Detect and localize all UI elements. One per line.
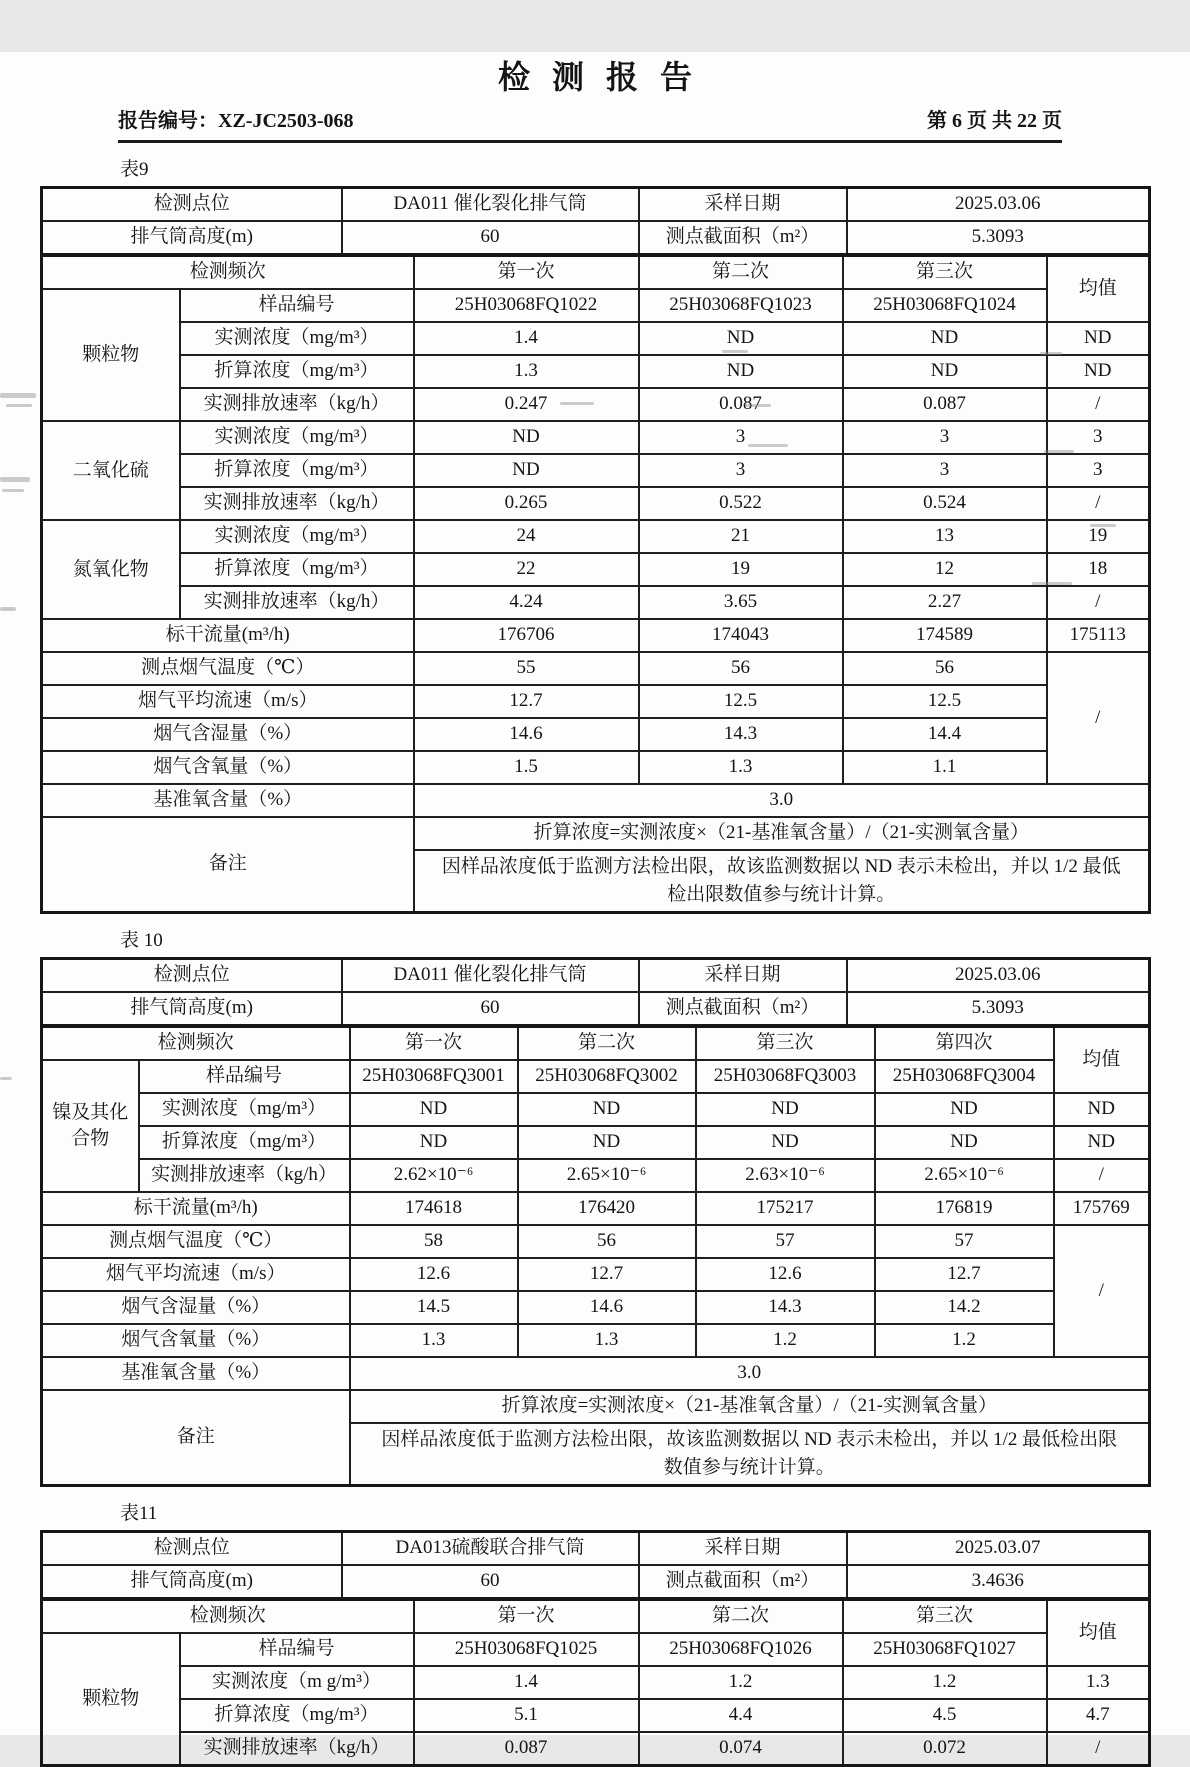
value-cell: 13 bbox=[843, 520, 1047, 553]
value-cell: 0.265 bbox=[414, 487, 639, 520]
table9-caption: 表9 bbox=[120, 159, 149, 180]
table-row bbox=[42, 619, 1150, 652]
table-row bbox=[42, 1192, 1150, 1225]
value-cell: 3.0 bbox=[414, 784, 1150, 817]
value-cell: 175217 bbox=[696, 1192, 875, 1225]
table-row bbox=[42, 520, 1150, 553]
table-row bbox=[42, 1357, 1150, 1390]
value-cell: 19 bbox=[639, 553, 843, 586]
row-label-cell: 折算浓度（mg/m³） bbox=[180, 1699, 414, 1732]
table-row bbox=[42, 256, 1150, 290]
table9-info bbox=[40, 186, 1151, 256]
value-cell: 60 bbox=[342, 992, 639, 1026]
value-cell: 60 bbox=[342, 221, 639, 255]
value-cell: 57 bbox=[875, 1225, 1054, 1258]
freq-cell: 第四次 bbox=[875, 1027, 1054, 1061]
row-label-cell: 实测浓度（mg/m³） bbox=[139, 1093, 350, 1126]
value-cell: 4.4 bbox=[639, 1699, 843, 1732]
table11-caption: 表11 bbox=[120, 1503, 158, 1524]
value-cell: ND bbox=[875, 1126, 1054, 1159]
mean-header-cell: 均值 bbox=[1054, 1027, 1150, 1094]
group-cell: 镍及其化合物 bbox=[42, 1060, 139, 1192]
row-label-cell: 实测排放速率（kg/h） bbox=[180, 586, 414, 619]
value-cell: 1.3 bbox=[350, 1324, 518, 1357]
value-cell: 0.087 bbox=[843, 388, 1047, 421]
table-row bbox=[42, 1666, 1150, 1699]
row-label-cell: 折算浓度（mg/m³） bbox=[180, 355, 414, 388]
value-cell: 12.7 bbox=[518, 1258, 696, 1291]
sample-cell: 25H03068FQ3001 bbox=[350, 1060, 518, 1093]
row-label-cell: 实测排放速率（kg/h） bbox=[139, 1159, 350, 1192]
value-cell: 14.3 bbox=[696, 1291, 875, 1324]
table10-caption: 表 10 bbox=[120, 930, 163, 951]
table-row bbox=[42, 1324, 1150, 1357]
group-cell: 颗粒物 bbox=[42, 289, 180, 421]
mean-cell: / bbox=[1047, 1732, 1150, 1766]
report-page bbox=[0, 52, 1190, 1759]
value-cell: ND bbox=[696, 1126, 875, 1159]
note-label-cell: 备注 bbox=[42, 817, 414, 913]
row-label-cell: 实测排放速率（kg/h） bbox=[180, 487, 414, 520]
scan-artifact bbox=[0, 477, 30, 482]
value-cell: 174589 bbox=[843, 619, 1047, 652]
value-cell: 0.072 bbox=[843, 1732, 1047, 1766]
sample-cell: 25H03068FQ1023 bbox=[639, 289, 843, 322]
value-cell: 1.2 bbox=[875, 1324, 1054, 1357]
mean-cell: 18 bbox=[1047, 553, 1150, 586]
row-label-cell: 烟气含湿量（%） bbox=[42, 718, 414, 751]
row-label-cell: 基准氧含量（%） bbox=[42, 1357, 350, 1390]
mean-cell: 175113 bbox=[1047, 619, 1150, 652]
freq-cell: 第一次 bbox=[414, 256, 639, 290]
value-cell: ND bbox=[639, 355, 843, 388]
value-cell: 14.4 bbox=[843, 718, 1047, 751]
table-row bbox=[42, 652, 1150, 685]
row-label-cell: 实测浓度（mg/m³） bbox=[180, 421, 414, 454]
value-cell: 14.6 bbox=[414, 718, 639, 751]
mean-header-cell: 均值 bbox=[1047, 1600, 1150, 1667]
row-label-cell: 基准氧含量（%） bbox=[42, 784, 414, 817]
value-cell: DA013硫酸联合排气筒 bbox=[342, 1532, 639, 1566]
value-cell: 0.087 bbox=[414, 1732, 639, 1766]
table-row bbox=[42, 487, 1150, 520]
value-cell: ND bbox=[518, 1126, 696, 1159]
mean-cell: / bbox=[1047, 487, 1150, 520]
value-cell: ND bbox=[350, 1093, 518, 1126]
value-cell: 176420 bbox=[518, 1192, 696, 1225]
value-cell: 0.087 bbox=[639, 388, 843, 421]
page-indicator: 第 6 页 共 22 页 bbox=[927, 110, 1062, 132]
value-cell: ND bbox=[518, 1093, 696, 1126]
row-label-cell: 排气筒高度(m) bbox=[42, 221, 342, 255]
value-cell: 24 bbox=[414, 520, 639, 553]
value-cell: 176706 bbox=[414, 619, 639, 652]
value-cell: 3 bbox=[639, 454, 843, 487]
note-label-cell: 备注 bbox=[42, 1390, 350, 1486]
value-cell: 1.5 bbox=[414, 751, 639, 784]
scan-artifact bbox=[0, 393, 36, 398]
value-cell: DA011 催化裂化排气筒 bbox=[342, 959, 639, 993]
value-cell: 12.5 bbox=[843, 685, 1047, 718]
table-row bbox=[42, 1258, 1150, 1291]
group-cell: 二氧化硫 bbox=[42, 421, 180, 520]
value-cell: 1.2 bbox=[696, 1324, 875, 1357]
value-cell: 12.7 bbox=[875, 1258, 1054, 1291]
row-label-cell: 样品编号 bbox=[180, 289, 414, 322]
row-label-cell: 排气筒高度(m) bbox=[42, 992, 342, 1026]
value-cell: 12.5 bbox=[639, 685, 843, 718]
value-cell: 1.3 bbox=[639, 751, 843, 784]
row-label-cell: 烟气平均流速（m/s） bbox=[42, 685, 414, 718]
value-cell: ND bbox=[843, 322, 1047, 355]
mean-cell: 3 bbox=[1047, 421, 1150, 454]
value-cell: 1.3 bbox=[518, 1324, 696, 1357]
value-cell: ND bbox=[875, 1093, 1054, 1126]
row-label-cell: 测点烟气温度（℃） bbox=[42, 652, 414, 685]
value-cell: 0.522 bbox=[639, 487, 843, 520]
table-row bbox=[42, 388, 1150, 421]
mean-cell: ND bbox=[1047, 322, 1150, 355]
row-label-cell: 测点截面积（m²） bbox=[639, 221, 847, 255]
report-header bbox=[118, 104, 1062, 143]
value-cell: 1.3 bbox=[414, 355, 639, 388]
note-text-cell: 因样品浓度低于监测方法检出限，故该监测数据以 ND 表示未检出，并以 1/2 最低检出限数值参与统计计算。 bbox=[414, 850, 1150, 913]
value-cell: 174043 bbox=[639, 619, 843, 652]
mean-cell: ND bbox=[1054, 1093, 1150, 1126]
freq-cell: 第三次 bbox=[843, 1600, 1047, 1634]
table9-grid bbox=[40, 254, 1151, 914]
row-label-cell: 样品编号 bbox=[180, 1633, 414, 1666]
table-row bbox=[42, 1027, 1150, 1061]
mean-cell: / bbox=[1054, 1225, 1150, 1357]
row-label-cell: 烟气含氧量（%） bbox=[42, 751, 414, 784]
row-label-cell: 测点截面积（m²） bbox=[639, 1565, 847, 1599]
sample-cell: 25H03068FQ1025 bbox=[414, 1633, 639, 1666]
table-row bbox=[42, 1633, 1150, 1666]
row-label-cell: 实测浓度（m g/m³） bbox=[180, 1666, 414, 1699]
table-row bbox=[42, 1225, 1150, 1258]
mean-cell: 175769 bbox=[1054, 1192, 1150, 1225]
value-cell: 0.074 bbox=[639, 1732, 843, 1766]
value-cell: ND bbox=[696, 1093, 875, 1126]
value-cell: 56 bbox=[843, 652, 1047, 685]
value-cell: DA011 催化裂化排气筒 bbox=[342, 188, 639, 222]
table-row bbox=[42, 586, 1150, 619]
row-label-cell: 采样日期 bbox=[639, 959, 847, 993]
freq-cell: 第三次 bbox=[843, 256, 1047, 290]
value-cell: 5.3093 bbox=[847, 221, 1150, 255]
note-text-cell: 因样品浓度低于监测方法检出限，故该监测数据以 ND 表示未检出，并以 1/2 最低检出限数值参与统计计算。 bbox=[350, 1423, 1150, 1486]
value-cell: 0.524 bbox=[843, 487, 1047, 520]
table-row bbox=[42, 817, 1150, 850]
row-label-cell: 烟气含氧量（%） bbox=[42, 1324, 350, 1357]
value-cell: 58 bbox=[350, 1225, 518, 1258]
table-row bbox=[42, 1600, 1150, 1634]
value-cell: 3.65 bbox=[639, 586, 843, 619]
value-cell: 22 bbox=[414, 553, 639, 586]
value-cell: 4.24 bbox=[414, 586, 639, 619]
value-cell: 12 bbox=[843, 553, 1047, 586]
group-cell: 氮氧化物 bbox=[42, 520, 180, 619]
value-cell: 174618 bbox=[350, 1192, 518, 1225]
table-row bbox=[42, 718, 1150, 751]
mean-cell: / bbox=[1054, 1159, 1150, 1192]
mean-cell: / bbox=[1047, 388, 1150, 421]
value-cell: 3 bbox=[843, 454, 1047, 487]
value-cell: 14.6 bbox=[518, 1291, 696, 1324]
value-cell: 1.4 bbox=[414, 1666, 639, 1699]
freq-cell: 第一次 bbox=[414, 1600, 639, 1634]
table-row bbox=[42, 421, 1150, 454]
value-cell: 57 bbox=[696, 1225, 875, 1258]
value-cell: 1.4 bbox=[414, 322, 639, 355]
row-label-cell: 检测频次 bbox=[42, 1027, 350, 1061]
value-cell: 2.65×10⁻⁶ bbox=[875, 1159, 1054, 1192]
value-cell: 56 bbox=[518, 1225, 696, 1258]
value-cell: 2025.03.06 bbox=[847, 959, 1150, 993]
row-label-cell: 标干流量(m³/h) bbox=[42, 619, 414, 652]
value-cell: 3.4636 bbox=[847, 1565, 1150, 1599]
sample-cell: 25H03068FQ3003 bbox=[696, 1060, 875, 1093]
mean-cell: ND bbox=[1054, 1126, 1150, 1159]
table-row bbox=[42, 1291, 1150, 1324]
table-row bbox=[42, 553, 1150, 586]
value-cell: 56 bbox=[639, 652, 843, 685]
value-cell: 55 bbox=[414, 652, 639, 685]
value-cell: 2.65×10⁻⁶ bbox=[518, 1159, 696, 1192]
value-cell: 2025.03.06 bbox=[847, 188, 1150, 222]
scan-artifact bbox=[6, 404, 32, 407]
page-title: 检 测 报 告 bbox=[497, 59, 699, 95]
value-cell: 176819 bbox=[875, 1192, 1054, 1225]
row-label-cell: 实测排放速率（kg/h） bbox=[180, 1732, 414, 1766]
row-label-cell: 实测排放速率（kg/h） bbox=[180, 388, 414, 421]
table-row bbox=[42, 1126, 1150, 1159]
mean-cell: 19 bbox=[1047, 520, 1150, 553]
value-cell: 5.1 bbox=[414, 1699, 639, 1732]
mean-cell: / bbox=[1047, 652, 1150, 784]
value-cell: ND bbox=[350, 1126, 518, 1159]
sample-cell: 25H03068FQ1024 bbox=[843, 289, 1047, 322]
value-cell: 3 bbox=[639, 421, 843, 454]
value-cell: 14.5 bbox=[350, 1291, 518, 1324]
freq-cell: 第一次 bbox=[350, 1027, 518, 1061]
table10-info bbox=[40, 957, 1151, 1027]
value-cell: 2.63×10⁻⁶ bbox=[696, 1159, 875, 1192]
row-label-cell: 采样日期 bbox=[639, 188, 847, 222]
value-cell: 3.0 bbox=[350, 1357, 1150, 1390]
row-label-cell: 标干流量(m³/h) bbox=[42, 1192, 350, 1225]
value-cell: 3 bbox=[843, 421, 1047, 454]
row-label-cell: 检测点位 bbox=[42, 1532, 342, 1566]
group-cell: 颗粒物 bbox=[42, 1633, 180, 1766]
mean-cell: 4.7 bbox=[1047, 1699, 1150, 1732]
value-cell: 1.1 bbox=[843, 751, 1047, 784]
row-label-cell: 样品编号 bbox=[139, 1060, 350, 1093]
sample-cell: 25H03068FQ1022 bbox=[414, 289, 639, 322]
table11-info bbox=[40, 1530, 1151, 1600]
value-cell: 60 bbox=[342, 1565, 639, 1599]
table11-grid bbox=[40, 1598, 1151, 1767]
scan-artifact bbox=[0, 607, 16, 611]
table-row bbox=[42, 685, 1150, 718]
row-label-cell: 折算浓度（mg/m³） bbox=[180, 454, 414, 487]
value-cell: 2.62×10⁻⁶ bbox=[350, 1159, 518, 1192]
value-cell: 12.7 bbox=[414, 685, 639, 718]
table-row bbox=[42, 188, 1150, 222]
sample-cell: 25H03068FQ3004 bbox=[875, 1060, 1054, 1093]
value-cell: 21 bbox=[639, 520, 843, 553]
value-cell: ND bbox=[843, 355, 1047, 388]
table-row bbox=[42, 1060, 1150, 1093]
sample-cell: 25H03068FQ1027 bbox=[843, 1633, 1047, 1666]
freq-cell: 第三次 bbox=[696, 1027, 875, 1061]
note-formula-cell: 折算浓度=实测浓度×（21-基准氧含量）/（21-实测氧含量） bbox=[350, 1390, 1150, 1423]
value-cell: 12.6 bbox=[696, 1258, 875, 1291]
row-label-cell: 折算浓度（mg/m³） bbox=[180, 553, 414, 586]
table-row bbox=[42, 322, 1150, 355]
table-row bbox=[42, 959, 1150, 993]
freq-cell: 第二次 bbox=[518, 1027, 696, 1061]
table-row bbox=[42, 1699, 1150, 1732]
value-cell: 12.6 bbox=[350, 1258, 518, 1291]
table-row bbox=[42, 1159, 1150, 1192]
table-row bbox=[42, 289, 1150, 322]
mean-cell: ND bbox=[1047, 355, 1150, 388]
value-cell: ND bbox=[414, 454, 639, 487]
table-row bbox=[42, 784, 1150, 817]
freq-cell: 第二次 bbox=[639, 1600, 843, 1634]
note-formula-cell: 折算浓度=实测浓度×（21-基准氧含量）/（21-实测氧含量） bbox=[414, 817, 1150, 850]
row-label-cell: 实测浓度（mg/m³） bbox=[180, 520, 414, 553]
row-label-cell: 烟气平均流速（m/s） bbox=[42, 1258, 350, 1291]
row-label-cell: 检测频次 bbox=[42, 1600, 414, 1634]
table-row bbox=[42, 1565, 1150, 1599]
value-cell: 5.3093 bbox=[847, 992, 1150, 1026]
mean-cell: 1.3 bbox=[1047, 1666, 1150, 1699]
row-label-cell: 折算浓度（mg/m³） bbox=[139, 1126, 350, 1159]
mean-cell: 3 bbox=[1047, 454, 1150, 487]
value-cell: 1.2 bbox=[639, 1666, 843, 1699]
value-cell: ND bbox=[639, 322, 843, 355]
freq-cell: 第二次 bbox=[639, 256, 843, 290]
value-cell: 14.2 bbox=[875, 1291, 1054, 1324]
row-label-cell: 烟气含湿量（%） bbox=[42, 1291, 350, 1324]
row-label-cell: 检测点位 bbox=[42, 959, 342, 993]
row-label-cell: 测点烟气温度（℃） bbox=[42, 1225, 350, 1258]
value-cell: 2025.03.07 bbox=[847, 1532, 1150, 1566]
mean-cell: / bbox=[1047, 586, 1150, 619]
table-row bbox=[42, 1732, 1150, 1766]
table10-grid bbox=[40, 1025, 1151, 1487]
table-row bbox=[42, 221, 1150, 255]
row-label-cell: 实测浓度（mg/m³） bbox=[180, 322, 414, 355]
row-label-cell: 采样日期 bbox=[639, 1532, 847, 1566]
value-cell: 2.27 bbox=[843, 586, 1047, 619]
table-row bbox=[42, 751, 1150, 784]
value-cell: 4.5 bbox=[843, 1699, 1047, 1732]
row-label-cell: 检测频次 bbox=[42, 256, 414, 290]
row-label-cell: 测点截面积（m²） bbox=[639, 992, 847, 1026]
row-label-cell: 排气筒高度(m) bbox=[42, 1565, 342, 1599]
table-row bbox=[42, 1390, 1150, 1423]
table-row bbox=[42, 355, 1150, 388]
value-cell: 14.3 bbox=[639, 718, 843, 751]
table-row bbox=[42, 992, 1150, 1026]
value-cell: 1.2 bbox=[843, 1666, 1047, 1699]
sample-cell: 25H03068FQ1026 bbox=[639, 1633, 843, 1666]
value-cell: ND bbox=[414, 421, 639, 454]
sample-cell: 25H03068FQ3002 bbox=[518, 1060, 696, 1093]
table-row bbox=[42, 454, 1150, 487]
report-number: 报告编号：XZ-JC2503-068 bbox=[118, 110, 354, 132]
table-row bbox=[42, 1532, 1150, 1566]
row-label-cell: 检测点位 bbox=[42, 188, 342, 222]
value-cell: 0.247 bbox=[414, 388, 639, 421]
table-row bbox=[42, 1093, 1150, 1126]
scan-artifact bbox=[2, 489, 24, 492]
scan-artifact bbox=[0, 1077, 12, 1080]
mean-header-cell: 均值 bbox=[1047, 256, 1150, 323]
